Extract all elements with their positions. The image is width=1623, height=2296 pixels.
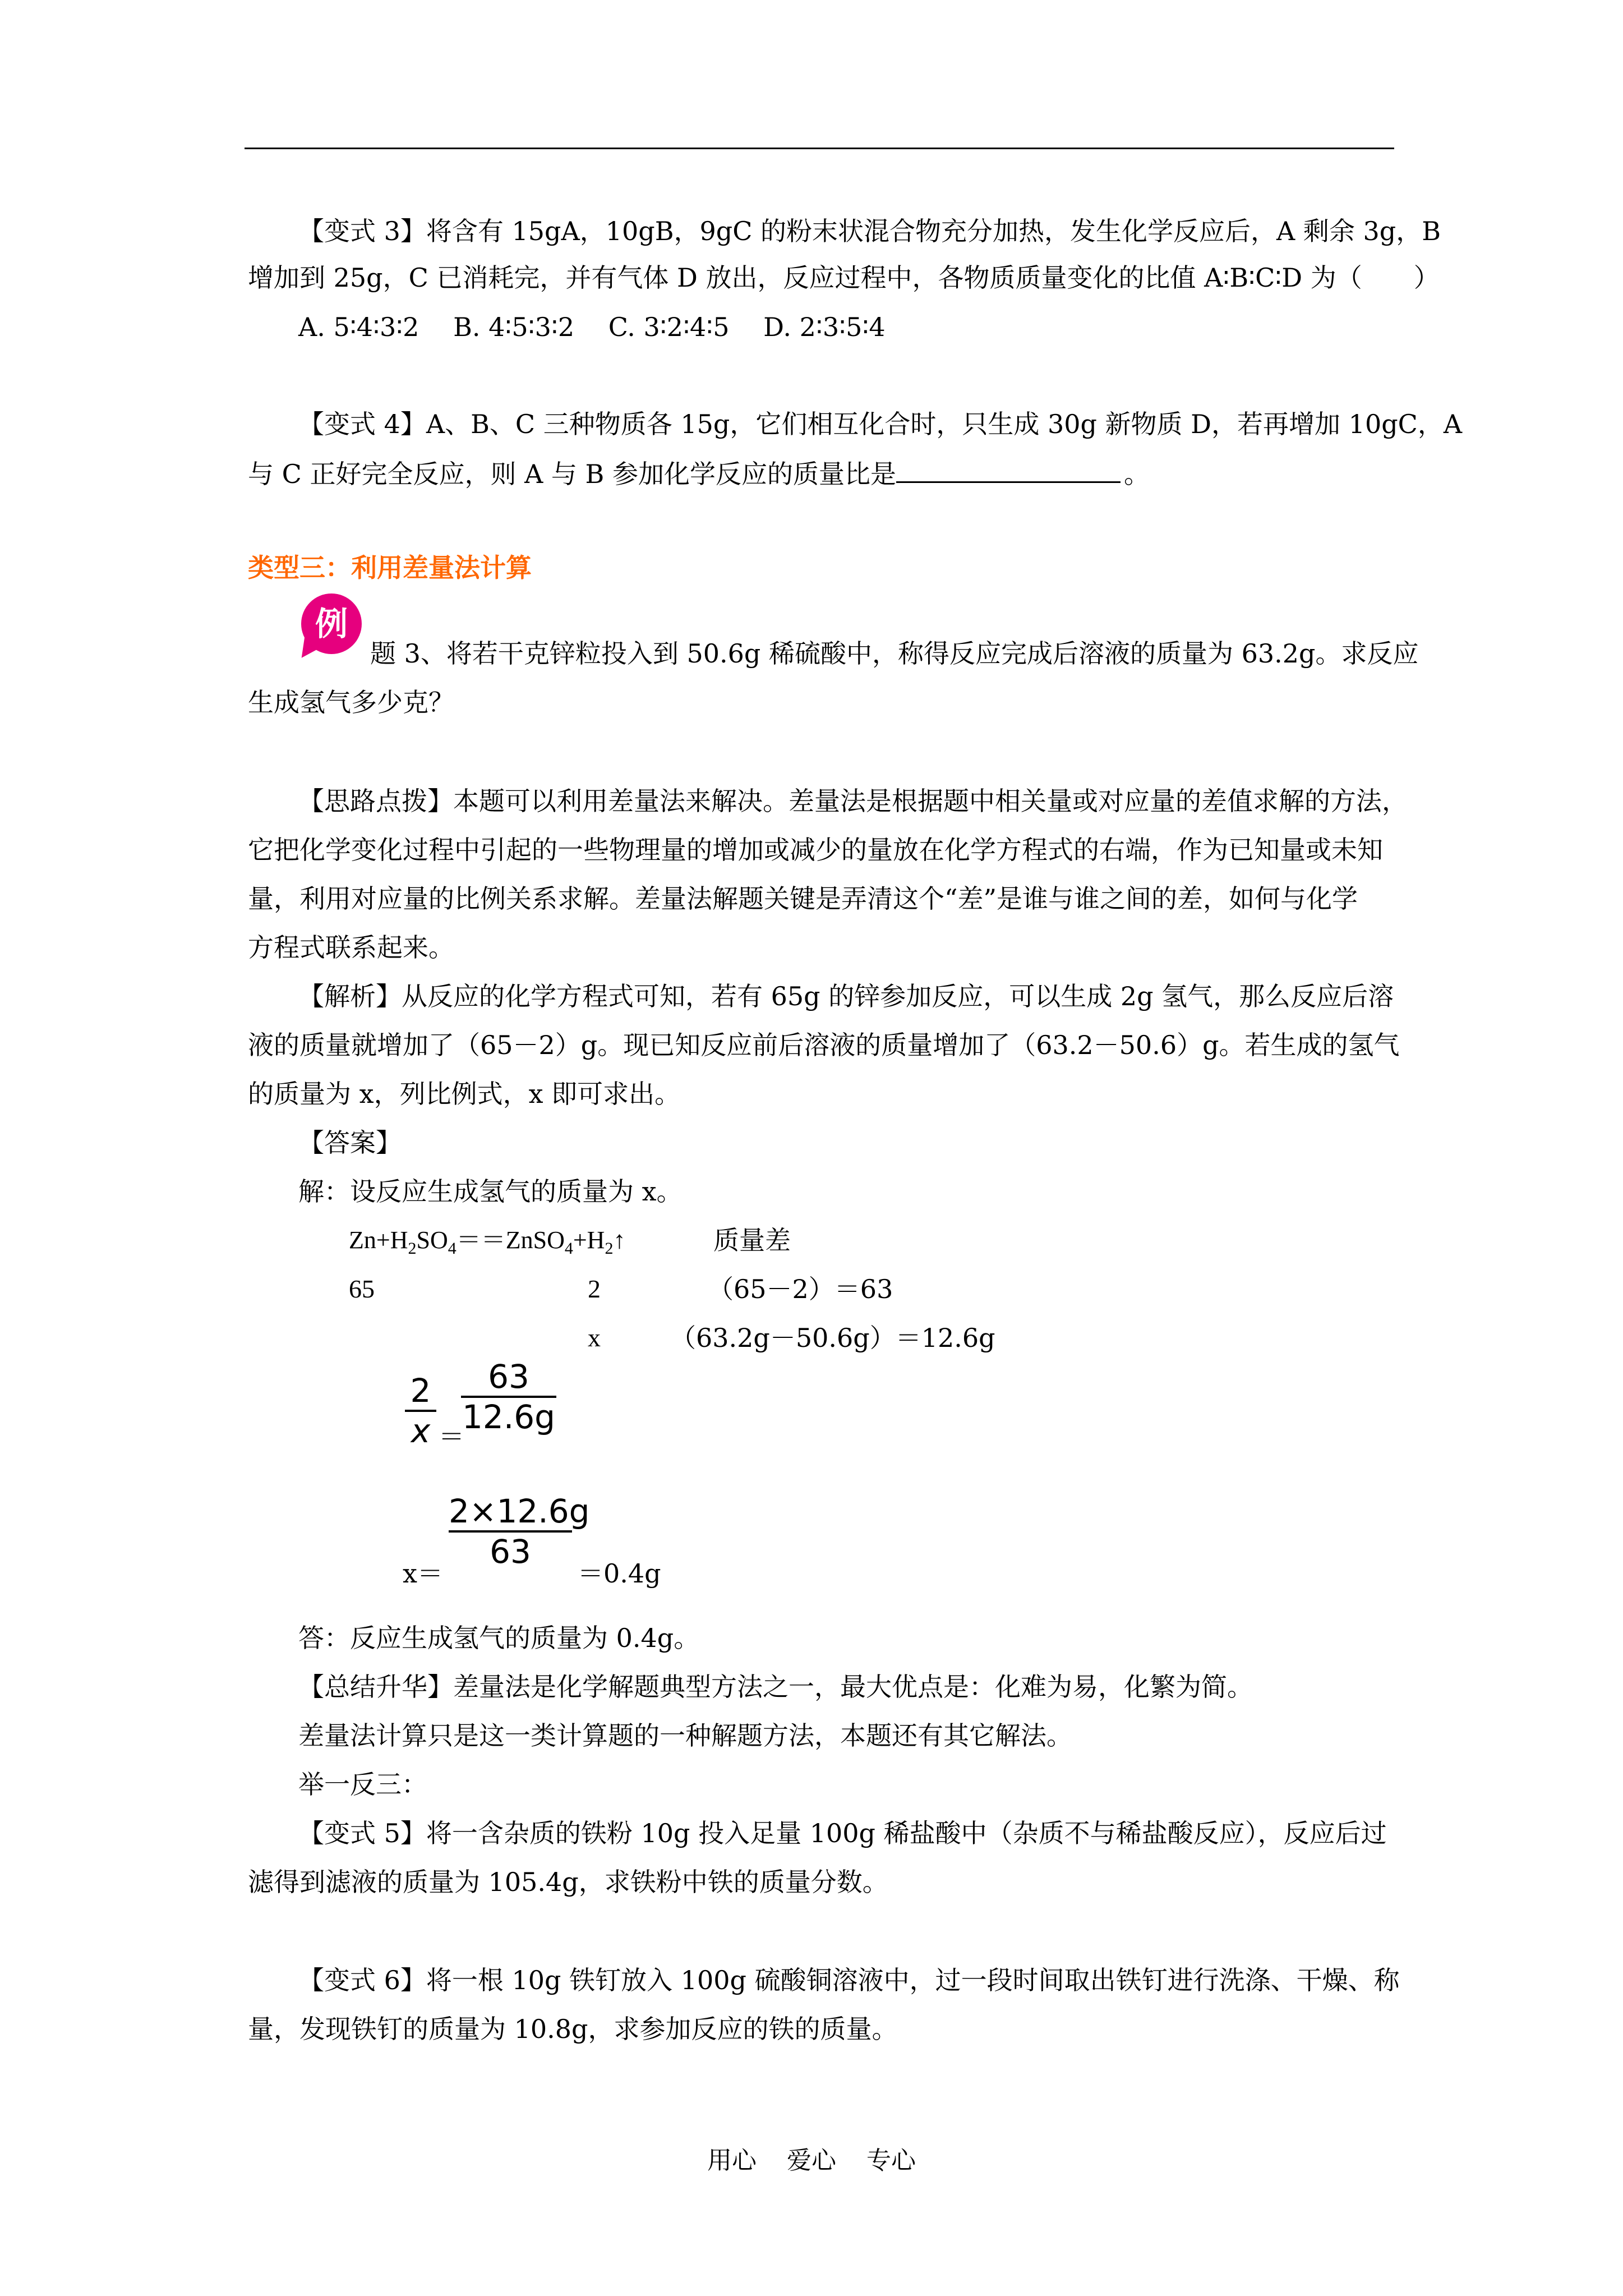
variant4-line2-text: 与 C 正好完全反应，则 A 与 B 参加化学反应的质量比是: [248, 459, 896, 489]
row1-diff: （65－2）＝63: [708, 1274, 893, 1304]
mass-diff-label: 质量差: [713, 1225, 791, 1255]
variant4-line1: 【变式 4】A、B、C 三种物质各 15g，它们相互化合时，只生成 30g 新物质 D，若再增加 10gC，A: [298, 409, 1463, 439]
eq-sub: 2: [408, 1239, 417, 1258]
row2-diff: （63.2g－50.6g）＝12.6g: [670, 1323, 995, 1353]
fraction-numerator: 2×12.6g: [449, 1492, 590, 1530]
section-title: 类型三：利用差量法计算: [248, 553, 532, 583]
summary-line1: 【总结升华】差量法是化学解题典型方法之一，最大优点是：化难为易，化繁为简。: [298, 1672, 1253, 1702]
example3-line2: 生成氢气多少克？: [248, 687, 454, 717]
analysis-line3: 的质量为 x，列比例式，x 即可求出。: [248, 1079, 681, 1109]
variant5-line1: 【变式 5】将一含杂质的铁粉 10g 投入足量 100g 稀盐酸中（杂质不与稀盐酸反应），反应后过: [298, 1818, 1387, 1848]
analysis-line2: 液的质量就增加了（65－2）g。现已知反应前后溶液的质量增加了（63.2－50.6）g。若生成的氢气: [248, 1030, 1400, 1060]
hint-line2: 它把化学变化过程中引起的一些物理量的增加或减少的量放在化学方程式的右端，作为已知量或未知: [248, 835, 1383, 865]
solution-conclusion: 答：反应生成氢气的质量为 0.4g。: [298, 1623, 700, 1653]
variant6-line1: 【变式 6】将一根 10g 铁钉放入 100g 硫酸铜溶液中，过一段时间取出铁钉进行洗涤、干燥、称: [298, 1965, 1400, 1995]
variant4-line2-end: 。: [1123, 459, 1150, 489]
eq-sub: 4: [564, 1239, 573, 1258]
variant4-line2: [248, 457, 1150, 491]
fraction-denominator: x: [411, 1412, 431, 1450]
eq-part: ＝＝ZnSO: [456, 1226, 565, 1254]
header-rule: [245, 148, 1394, 149]
row1-zn-mass: 65: [349, 1274, 375, 1303]
row1-h2-mass: 2: [588, 1274, 601, 1303]
eq-sub: 2: [605, 1239, 614, 1258]
eq-sub: 4: [448, 1239, 457, 1258]
variant3-line2: 增加到 25g，C 已消耗完，并有气体 D 放出，反应过程中，各物质质量变化的比值 A∶B∶C∶D 为（ ）: [248, 263, 1440, 293]
row2-x: x: [588, 1323, 601, 1352]
variant6-line2: 量，发现铁钉的质量为 10.8g，求参加反应的铁的质量。: [248, 2014, 898, 2044]
fraction-denominator: 12.6g: [462, 1398, 555, 1436]
x-equals: x＝: [403, 1558, 443, 1589]
fraction-equals: ＝: [439, 1421, 464, 1452]
summary-line2: 差量法计算只是这一类计算题的一种解题方法，本题还有其它解法。: [298, 1720, 1072, 1751]
solution-setup: 解：设反应生成氢气的质量为 x。: [298, 1176, 683, 1207]
variant3-line1: 【变式 3】将含有 15gA，10gB，9gC 的粉末状混合物充分加热，发生化学反应后，A 剩余 3g，B: [298, 216, 1441, 246]
example-badge-icon: 例: [301, 593, 362, 654]
fraction-numerator: 63: [488, 1358, 529, 1396]
summary-line3: 举一反三：: [298, 1769, 427, 1800]
fraction-63-over-12.6g: [461, 1358, 556, 1436]
variant5-line2: 滤得到滤液的质量为 105.4g，求铁粉中铁的质量分数。: [248, 1867, 888, 1897]
analysis-line1: 【解析】从反应的化学方程式可知，若有 65g 的锌参加反应，可以生成 2g 氢气，那么反应后溶: [298, 981, 1394, 1011]
variant3-options: A. 5∶4∶3∶2 B. 4∶5∶3∶2 C. 3∶2∶4∶5 D. 2∶3∶5∶4: [298, 312, 886, 342]
fraction-result: [449, 1492, 590, 1571]
result-value: ＝0.4g: [578, 1558, 661, 1589]
fraction-numerator: 2: [410, 1372, 431, 1410]
eq-part: SO: [416, 1226, 448, 1254]
hint-line1: 【思路点拨】本题可以利用差量法来解决。差量法是根据题中相关量或对应量的差值求解的方法，: [298, 786, 1408, 816]
example3-line1: 题 3、将若干克锌粒投入到 50.6g 稀硫酸中，称得反应完成后溶液的质量为 63.2g。求反应: [370, 638, 1419, 669]
answer-blank: [896, 457, 1121, 483]
eq-part: +H: [573, 1226, 605, 1254]
page-footer: 用心 爱心 专心: [707, 2146, 916, 2175]
eq-part: Zn+H: [349, 1226, 408, 1254]
hint-line3: 量，利用对应量的比例关系求解。差量法解题关键是弄清这个“差”是谁与谁之间的差，如何与化学: [248, 884, 1358, 914]
fraction-2-over-x: [405, 1372, 436, 1450]
gas-arrow-icon: ↑: [613, 1226, 626, 1254]
hint-line4: 方程式联系起来。: [248, 932, 454, 963]
answer-label: 【答案】: [298, 1128, 402, 1158]
chemical-equation: [349, 1223, 625, 1266]
fraction-denominator: 63: [490, 1533, 531, 1571]
